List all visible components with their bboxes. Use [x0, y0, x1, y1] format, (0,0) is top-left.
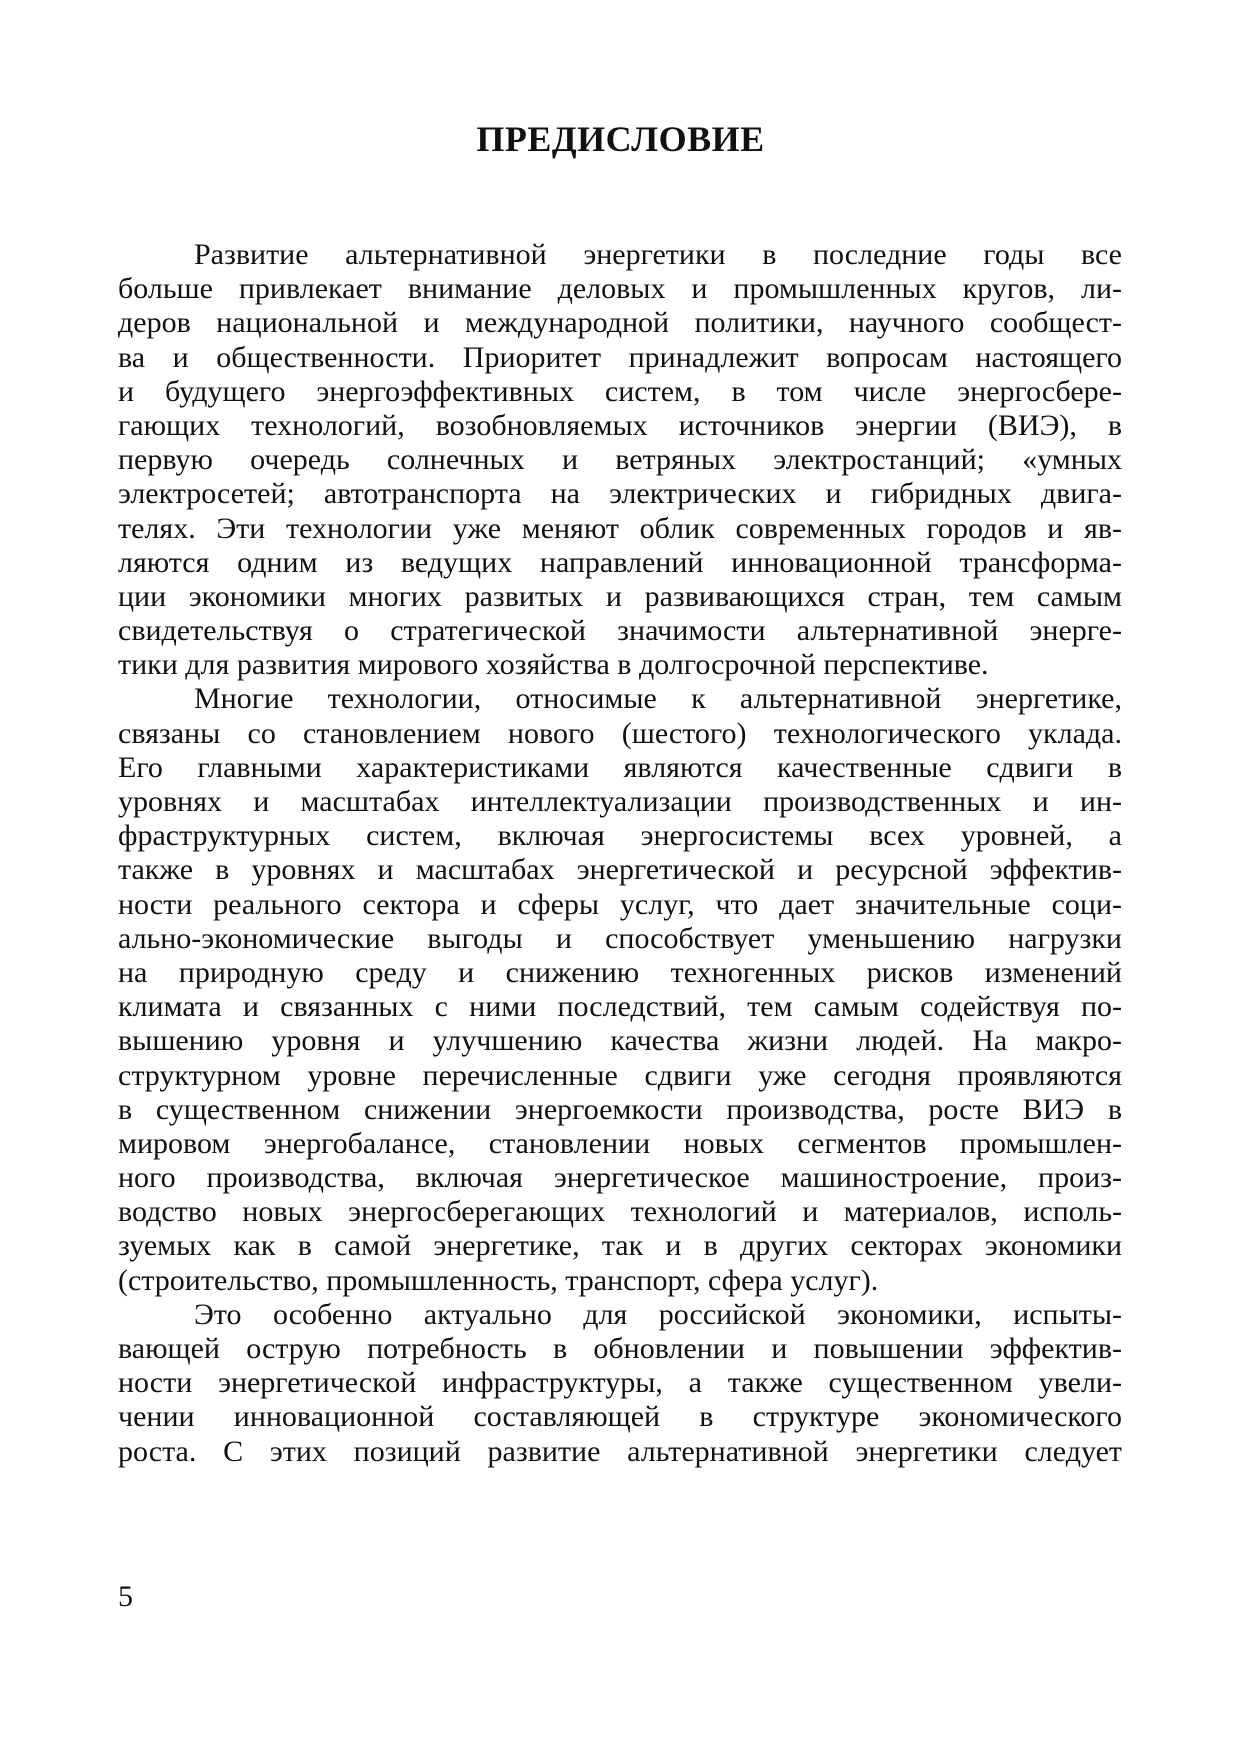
- text-line: (строительство, промышленность, транспорт, сфера услуг).: [118, 1263, 879, 1297]
- text-line: мировом энергобалансе, становлении новых сегментов промышлен-: [118, 1126, 1122, 1160]
- text-line: Его главными характеристиками являются качественные сдвиги в: [118, 750, 1122, 784]
- text-line: ции экономики многих развитых и развивающихся стран, тем самым: [118, 579, 1122, 613]
- text-line: в существенном снижении энергоемкости производства, росте ВИЭ в: [118, 1092, 1122, 1126]
- text-line: первую очередь солнечных и ветряных электростанций; «умных: [118, 443, 1122, 477]
- text-line: Развитие альтернативной энергетики в последние годы все: [194, 238, 1122, 271]
- page-number: 5: [118, 1580, 133, 1613]
- text-line: ва и общественности. Приоритет принадлежит вопросам настоящего: [118, 340, 1122, 374]
- text-line: ного производства, включая энергетическое машиностроение, произ-: [118, 1161, 1122, 1195]
- text-line: тики для развития мирового хозяйства в долгосрочной перспективе.: [118, 648, 989, 682]
- text-line: фраструктурных систем, включая энергосистемы всех уровней, а: [118, 819, 1122, 853]
- text-line: и будущего энергоэффективных систем, в том числе энергосбере-: [118, 374, 1122, 408]
- text-line: чении инновационной составляющей в структуре экономического: [118, 1400, 1122, 1434]
- text-line: вышению уровня и улучшению качества жизни людей. На макро-: [118, 1024, 1122, 1058]
- text-line: также в уровнях и масштабах энергетической и ресурсной эффектив-: [118, 853, 1122, 887]
- text-line: больше привлекает внимание деловых и промышленных кругов, ли-: [118, 272, 1122, 306]
- body-text: [118, 238, 1122, 1469]
- text-line: уровнях и масштабах интеллектуализации производственных и ин-: [118, 785, 1122, 818]
- text-line: вающей острую потребность в обновлении и повышении эффектив-: [118, 1332, 1122, 1365]
- text-line: ляются одним из ведущих направлений инновационной трансформа-: [118, 545, 1122, 579]
- text-line: Это особенно актуально для российской экономики, испыты-: [194, 1297, 1122, 1331]
- paragraph: [118, 1298, 1122, 1469]
- text-line: водство новых энергосберегающих технологий и материалов, исполь-: [118, 1195, 1122, 1229]
- paragraph: [118, 682, 1122, 1297]
- text-line: ности энергетической инфраструктуры, а также существенном увели-: [118, 1366, 1122, 1400]
- text-line: климата и связанных с ними последствий, тем самым содействуя по-: [118, 990, 1122, 1024]
- text-line: телях. Эти технологии уже меняют облик современных городов и яв-: [118, 511, 1122, 545]
- text-line: деров национальной и международной политики, научного сообщест-: [118, 306, 1122, 340]
- text-line: структурном уровне перечисленные сдвиги уже сегодня проявляются: [118, 1058, 1122, 1092]
- page-title: ПРЕДИСЛОВИЕ: [476, 119, 765, 159]
- text-line: на природную среду и снижению техногенных рисков изменений: [118, 955, 1122, 989]
- paragraph: [118, 238, 1122, 682]
- text-line: зуемых как в самой энергетике, так и в других секторах экономики: [118, 1229, 1122, 1263]
- text-line: Многие технологии, относимые к альтернативной энергетике,: [194, 682, 1122, 716]
- text-line: электросетей; автотранспорта на электрических и гибридных двига-: [118, 477, 1122, 511]
- text-line: гающих технологий, возобновляемых источников энергии (ВИЭ), в: [118, 408, 1122, 442]
- text-line: ности реального сектора и сферы услуг, что дает значительные соци-: [118, 887, 1122, 921]
- text-line: роста. С этих позиций развитие альтернативной энергетики следует: [118, 1434, 1122, 1468]
- text-line: связаны со становлением нового (шестого) технологического уклада.: [118, 716, 1122, 750]
- text-line: ально-экономические выгоды и способствует уменьшению нагрузки: [118, 921, 1122, 955]
- text-line: свидетельствуя о стратегической значимости альтернативной энерге-: [118, 614, 1122, 648]
